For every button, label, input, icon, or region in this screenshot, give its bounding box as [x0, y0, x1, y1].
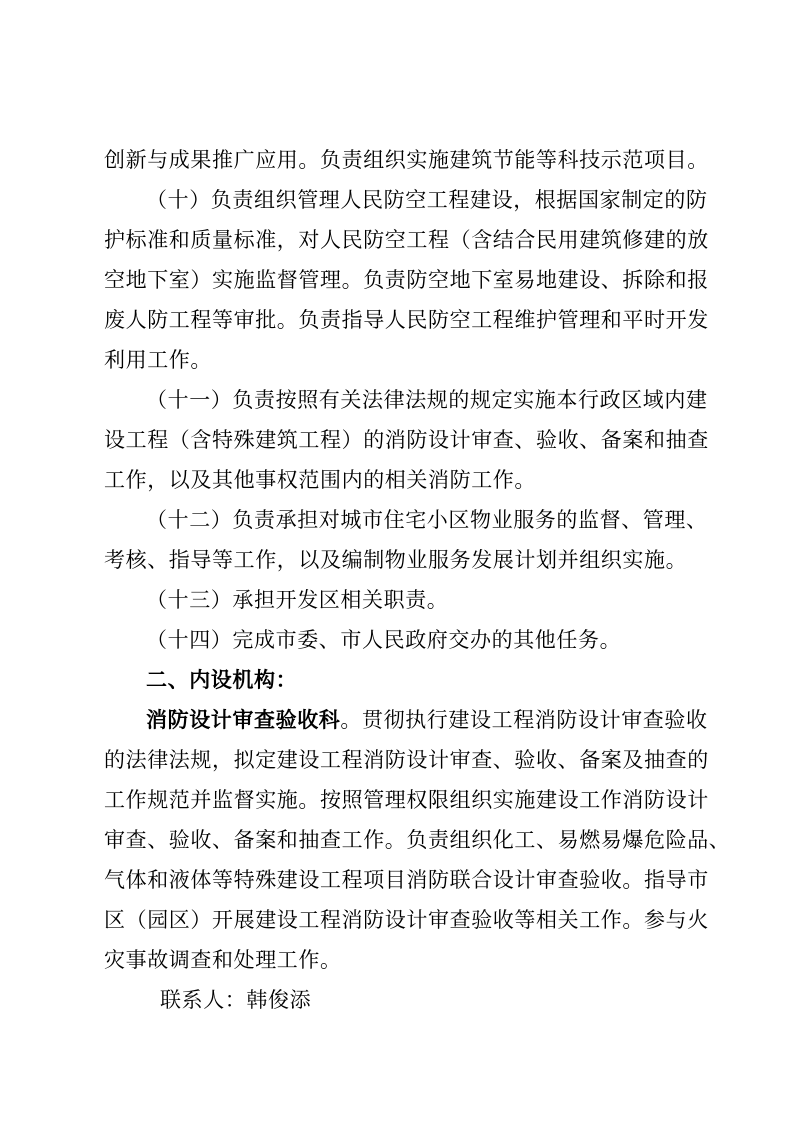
item-11-line: （十一）负责按照有关法律法规的规定实施本行政区域内建 — [146, 388, 708, 412]
text-line: 考核、指导等工作，以及编制物业服务发展计划并组织实施。 — [104, 548, 688, 572]
dept-name: 消防设计审查验收科 — [146, 707, 341, 732]
text-line: 区（园区）开展建设工程消防设计审查验收等相关工作。参与火 — [104, 908, 709, 932]
text-line: 废人防工程等审批。负责指导人民防空工程维护管理和平时开发 — [104, 308, 709, 332]
dept-first-line — [146, 706, 708, 734]
text-line: 工作规范并监督实施。按照管理权限组织实施建设工作消防设计 — [104, 788, 709, 812]
text-line: 审查、验收、备案和抽查工作。负责组织化工、易燃易爆危险品、 — [104, 828, 731, 852]
item-12-line: （十二）负责承担对城市住宅小区物业服务的监督、管理、 — [146, 508, 708, 532]
dept-first-line-rest: 。贯彻执行建设工程消防设计审查验收 — [340, 708, 708, 732]
text-line: 创新与成果推广应用。负责组织实施建筑节能等科技示范项目。 — [104, 148, 709, 172]
section-heading: 二、内设机构： — [146, 668, 298, 692]
item-13-line: （十三）承担开发区相关职责。 — [146, 588, 449, 612]
item-14-line: （十四）完成市委、市人民政府交办的其他任务。 — [146, 628, 622, 652]
text-line: 气体和液体等特殊建设工程项目消防联合设计审查验收。指导市 — [104, 868, 709, 892]
contact-line: 联系人：韩俊添 — [160, 988, 312, 1012]
text-line: 工作，以及其他事权范围内的相关消防工作。 — [104, 468, 536, 492]
text-line: 灾事故调查和处理工作。 — [104, 948, 342, 972]
text-line: 设工程（含特殊建筑工程）的消防设计审查、验收、备案和抽查 — [104, 428, 709, 452]
text-line: 护标准和质量标准，对人民防空工程（含结合民用建筑修建的放 — [104, 228, 709, 252]
text-line: 空地下室）实施监督管理。负责防空地下室易地建设、拆除和报 — [104, 268, 709, 292]
text-line: 的法律法规，拟定建设工程消防设计审查、验收、备案及抽查的 — [104, 748, 709, 772]
item-10-line: （十）负责组织管理人民防空工程建设，根据国家制定的防 — [146, 188, 708, 212]
text-line: 利用工作。 — [104, 348, 212, 372]
